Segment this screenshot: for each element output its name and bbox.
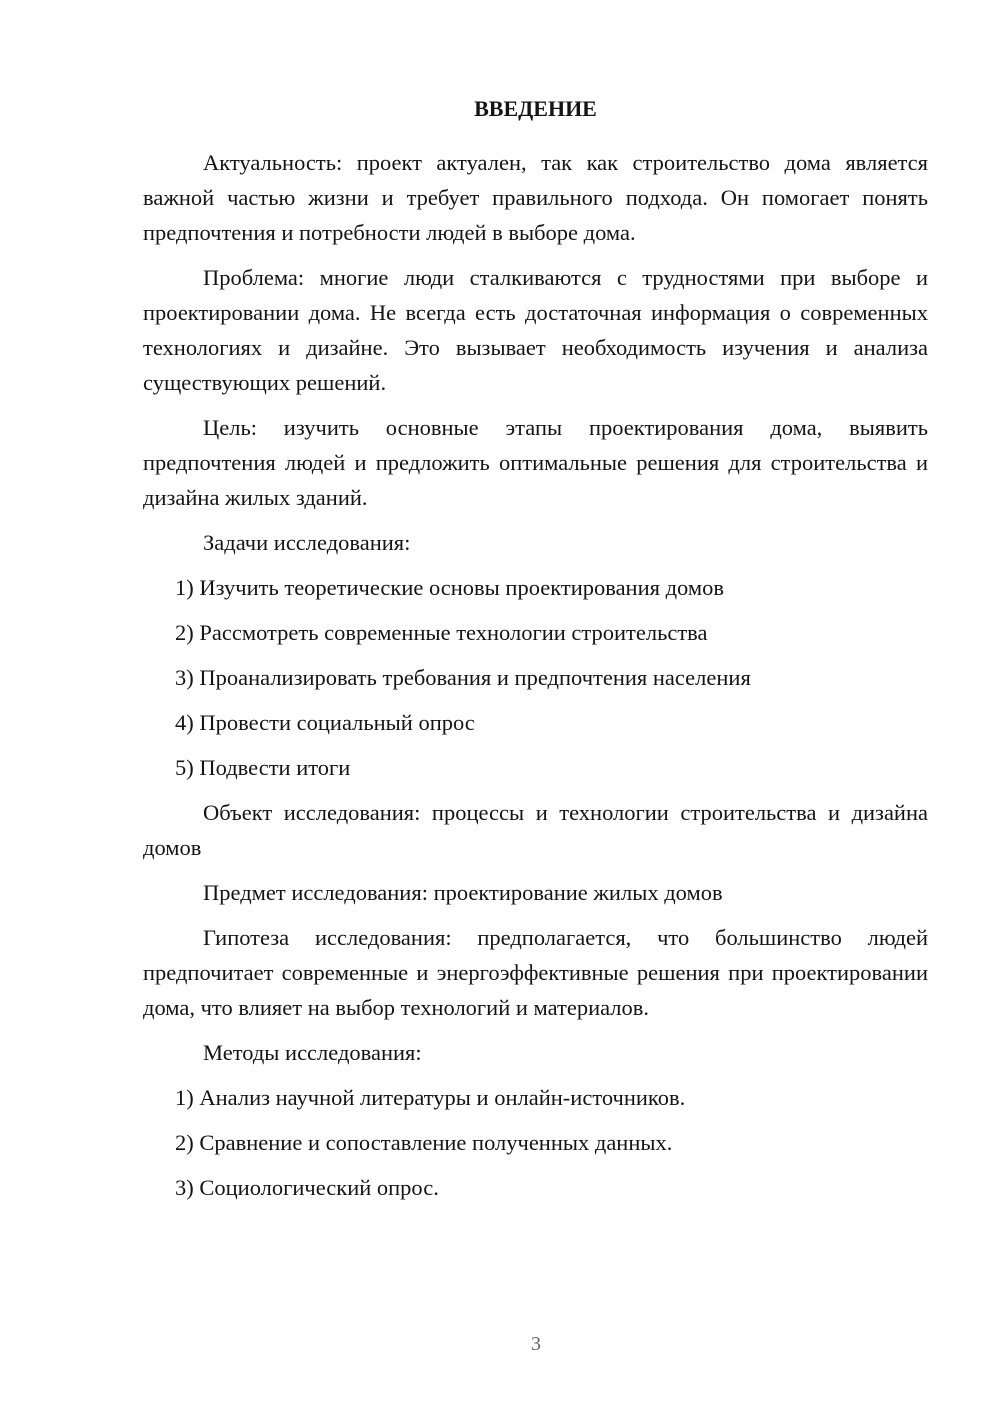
subject-paragraph: Предмет исследования: проектирование жилых домов [203, 880, 723, 905]
relevance-paragraph: Актуальность: проект актуален, так как строительство дома является важной частью жизни и требует правильного подхода. Он помогает понять предпочтения и потребности людей в выборе дома. [143, 150, 928, 245]
problem-paragraph: Проблема: многие люди сталкиваются с трудностями при выборе и проектировании дома. Не всегда есть достаточная информация о современных технологиях и дизайне. Это вызывает необходимость изучения и анализа существующих решений. [143, 265, 928, 395]
tasks-list [143, 570, 928, 785]
list-item: 5) Подвести итоги [175, 755, 351, 780]
object-paragraph: Объект исследования: процессы и технологии строительства и дизайна домов [143, 800, 928, 860]
list-item: 1) Анализ научной литературы и онлайн-источников. [175, 1085, 686, 1110]
hypothesis-paragraph: Гипотеза исследования: предполагается, что большинство людей предпочитает современные и энергоэффективные решения при проектировании дома, что влияет на выбор технологий и материалов. [143, 925, 928, 1020]
list-item: 3) Проанализировать требования и предпочтения населения [175, 665, 751, 690]
page-title: ВВЕДЕНИЕ [474, 96, 597, 121]
tasks-heading: Задачи исследования: [203, 530, 411, 555]
page-number: 3 [531, 1333, 541, 1355]
methods-heading: Методы исследования: [203, 1040, 422, 1065]
list-item: 4) Провести социальный опрос [175, 710, 475, 735]
page-content [143, 92, 928, 1215]
list-item: 2) Сравнение и сопоставление полученных данных. [175, 1130, 673, 1155]
list-item: 3) Социологический опрос. [175, 1175, 439, 1200]
methods-list [143, 1080, 928, 1205]
list-item: 1) Изучить теоретические основы проектирования домов [175, 575, 724, 600]
goal-paragraph: Цель: изучить основные этапы проектирования дома, выявить предпочтения людей и предложить оптимальные решения для строительства и дизайна жилых зданий. [143, 415, 928, 510]
list-item: 2) Рассмотреть современные технологии строительства [175, 620, 708, 645]
